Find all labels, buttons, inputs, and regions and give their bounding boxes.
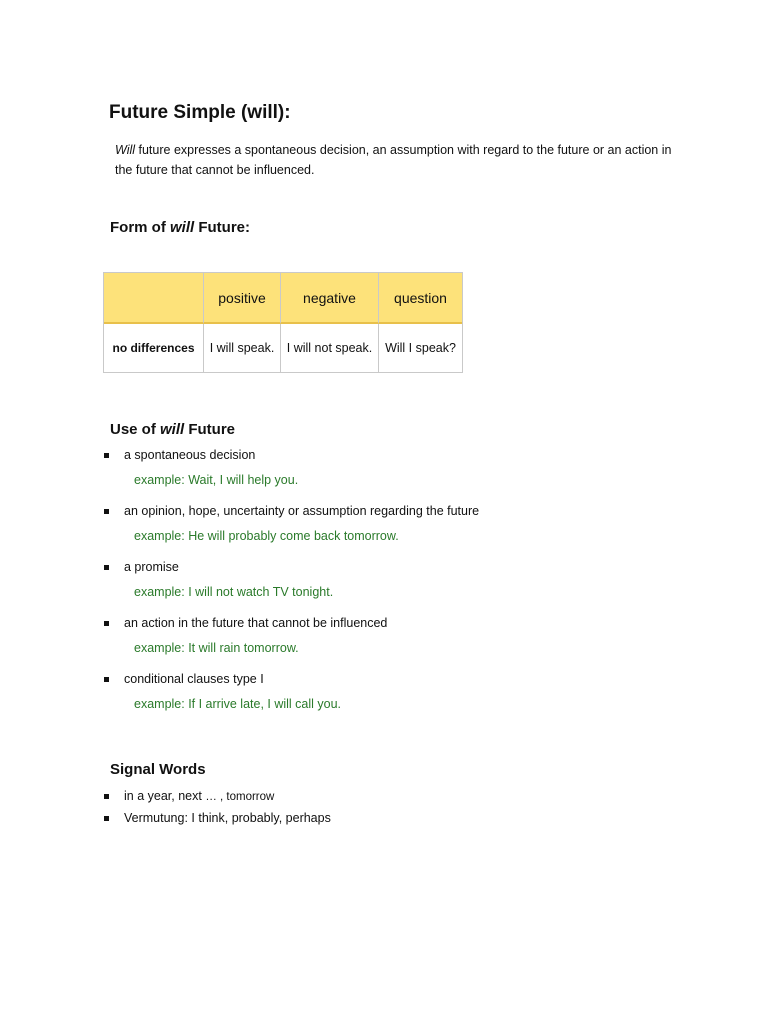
heading-prefix: Use of	[110, 421, 161, 438]
heading-prefix: Form of	[110, 219, 170, 236]
bullet-icon	[104, 565, 109, 570]
use-item-text: conditional clauses type I	[124, 672, 264, 686]
intro-will-word: Will	[115, 143, 136, 157]
signal-item-text	[124, 811, 331, 825]
bullet-icon	[104, 453, 109, 458]
table-header-cell: question	[379, 273, 462, 324]
use-item-example: example: If I arrive late, I will call you.	[134, 697, 342, 711]
table-header-cell	[104, 273, 204, 324]
use-item-text: a spontaneous decision	[124, 448, 256, 462]
intro-paragraph	[115, 140, 675, 180]
signal-item-text	[124, 789, 274, 803]
intro-text: future expresses a spontaneous decision, an assumption with regard to the future or an action in the future that cannot be influenced.	[115, 143, 672, 177]
table-row	[104, 324, 462, 372]
signal-text-a: in a year, next	[124, 789, 206, 803]
signal-text-b: … , tomorrow	[205, 791, 275, 803]
heading-suffix: Future:	[194, 219, 250, 236]
bullet-icon	[104, 621, 109, 626]
table-header-cell: negative	[281, 273, 379, 324]
table-cell: I will speak.	[204, 324, 281, 372]
signal-text-a: Vermutung: I think, probably, perhaps	[124, 811, 331, 825]
use-item-example: example: He will probably come back tomorrow.	[134, 529, 399, 543]
page-title: Future Simple (will):	[109, 102, 291, 123]
form-table	[103, 272, 463, 373]
table-cell: Will I speak?	[379, 324, 462, 372]
use-item-example: example: Wait, I will help you.	[134, 473, 299, 487]
signal-words-heading: Signal Words	[110, 761, 206, 778]
bullet-icon	[104, 794, 109, 799]
heading-suffix: Future	[184, 421, 236, 438]
bullet-icon	[104, 816, 109, 821]
use-item-example: example: I will not watch TV tonight.	[134, 585, 334, 599]
use-item-example: example: It will rain tomorrow.	[134, 641, 299, 655]
use-item-text: an opinion, hope, uncertainty or assumption regarding the future	[124, 504, 480, 518]
heading-italic: will	[160, 421, 185, 438]
table-row-header: no differences	[104, 324, 204, 372]
table-header-cell: positive	[204, 273, 281, 324]
bullet-icon	[104, 677, 109, 682]
table-header-row	[104, 273, 462, 324]
bullet-icon	[104, 509, 109, 514]
heading-italic: will	[170, 219, 195, 236]
use-item-text: an action in the future that cannot be influenced	[124, 616, 388, 630]
form-section-heading	[110, 219, 250, 236]
use-item-text: a promise	[124, 560, 179, 574]
use-section-heading	[110, 421, 235, 438]
table-cell: I will not speak.	[281, 324, 379, 372]
